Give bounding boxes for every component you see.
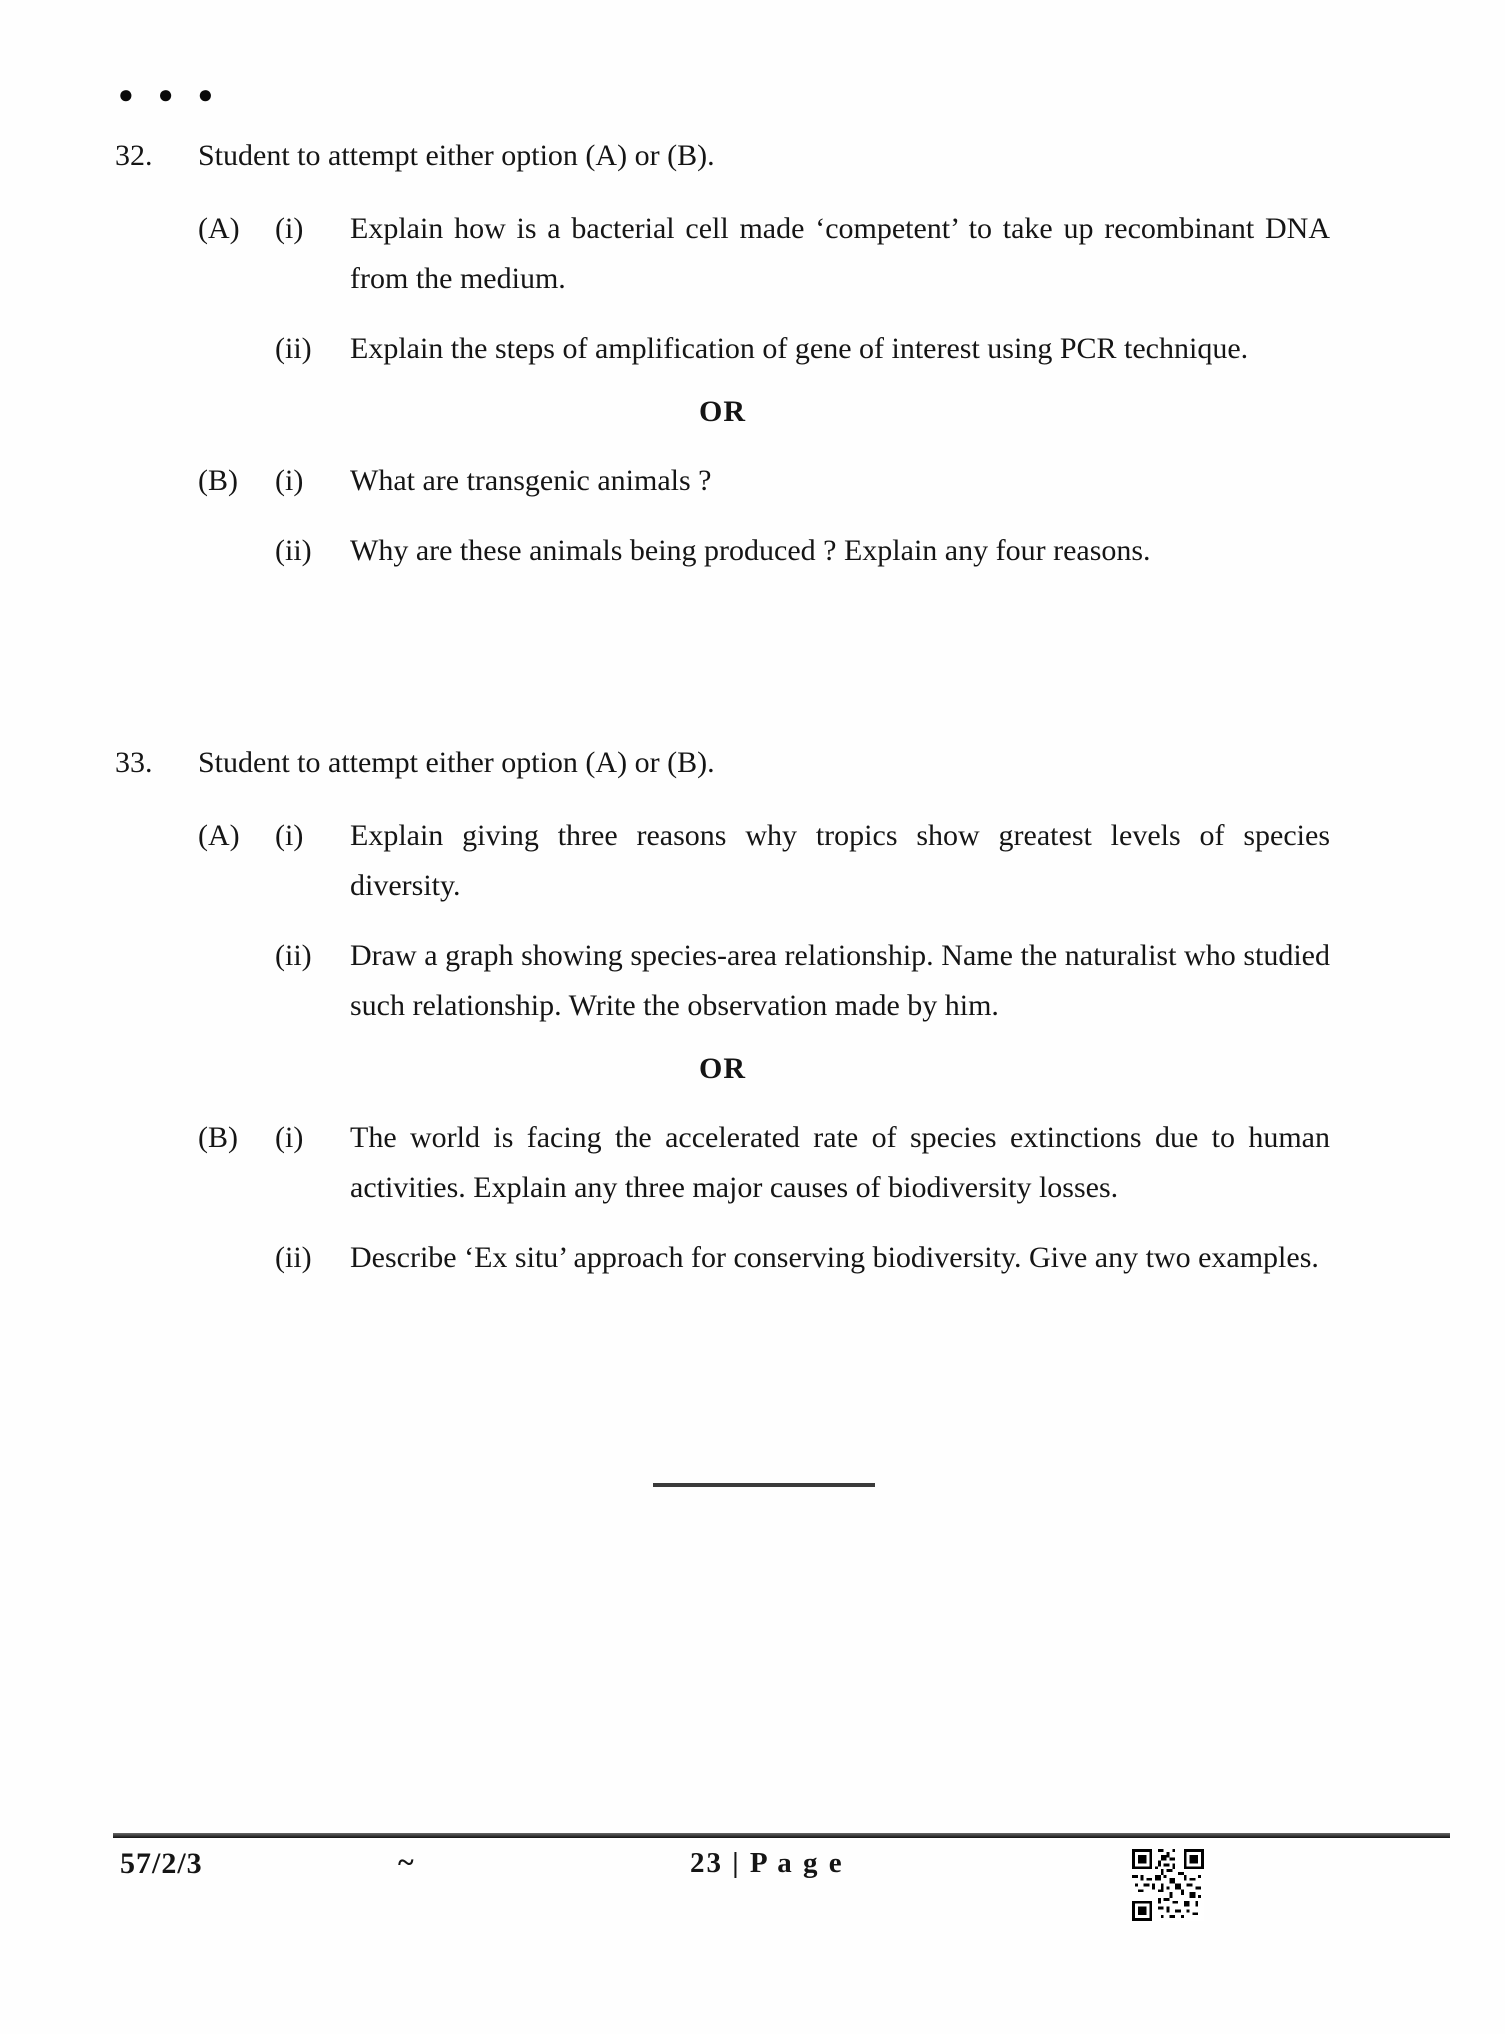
part-text: Why are these animals being produced ? Explain any four reasons. [350,534,1151,567]
question-number: 33. [115,746,153,779]
part-label: (i) [275,819,304,852]
footer-rule [113,1833,1450,1838]
question-part [275,931,1330,1031]
qr-code-icon [1132,1849,1204,1921]
section-divider [653,1483,875,1487]
part-label: (i) [275,1121,304,1154]
part-label: (ii) [275,1241,312,1274]
bullet-icon: ● [118,80,134,109]
question-32-option-b [198,456,1330,576]
part-text: The world is facing the accelerated rate of species extinctions due to human activities. Explain any three major causes of biodiversity losses. [350,1121,1330,1204]
footer-tilde-mark: ~ [398,1846,414,1879]
question-part [275,811,1330,911]
or-separator: OR [699,1052,746,1085]
option-label: (B) [198,1121,238,1154]
part-text: Describe ‘Ex situ’ approach for conserving biodiversity. Give any two examples. [350,1241,1319,1274]
question-intro: Student to attempt either option (A) or (B). [198,746,715,779]
question-33 [115,745,1330,1283]
part-text: Explain the steps of amplification of gene of interest using PCR technique. [350,332,1249,365]
question-part [275,204,1330,304]
part-label: (ii) [275,534,312,567]
part-text: Draw a graph showing species-area relationship. Name the naturalist who studied such relationship. Write the observation made by him. [350,939,1330,1022]
question-33-option-a [198,811,1330,1031]
question-part [275,324,1330,374]
question-32-option-a [198,204,1330,374]
header-bullets [118,82,237,108]
part-label: (i) [275,212,304,245]
option-label: (B) [198,464,238,497]
question-intro: Student to attempt either option (A) or (B). [198,139,715,172]
question-part [275,456,1330,506]
part-label: (ii) [275,939,312,972]
part-text: What are transgenic animals ? [350,464,712,497]
question-part [275,1113,1330,1213]
question-32-heading [115,138,1330,174]
option-label: (A) [198,819,240,852]
option-label: (A) [198,212,240,245]
part-text: Explain giving three reasons why tropics show greatest levels of species diversity. [350,819,1330,902]
or-separator: OR [699,395,746,428]
question-33-option-b [198,1113,1330,1283]
question-part [275,1233,1330,1283]
part-label: (i) [275,464,304,497]
question-33-heading [115,745,1330,781]
question-number: 32. [115,139,153,172]
bullet-icon: ● [157,80,174,109]
footer-page-number: 23 | P a g e [690,1847,844,1879]
bullet-icon: ● [197,80,214,109]
question-part [275,526,1330,576]
part-label: (ii) [275,332,312,365]
part-text: Explain how is a bacterial cell made ‘competent’ to take up recombinant DNA from the medium. [350,212,1330,295]
question-32 [115,138,1330,576]
footer-paper-code: 57/2/3 [120,1847,203,1880]
